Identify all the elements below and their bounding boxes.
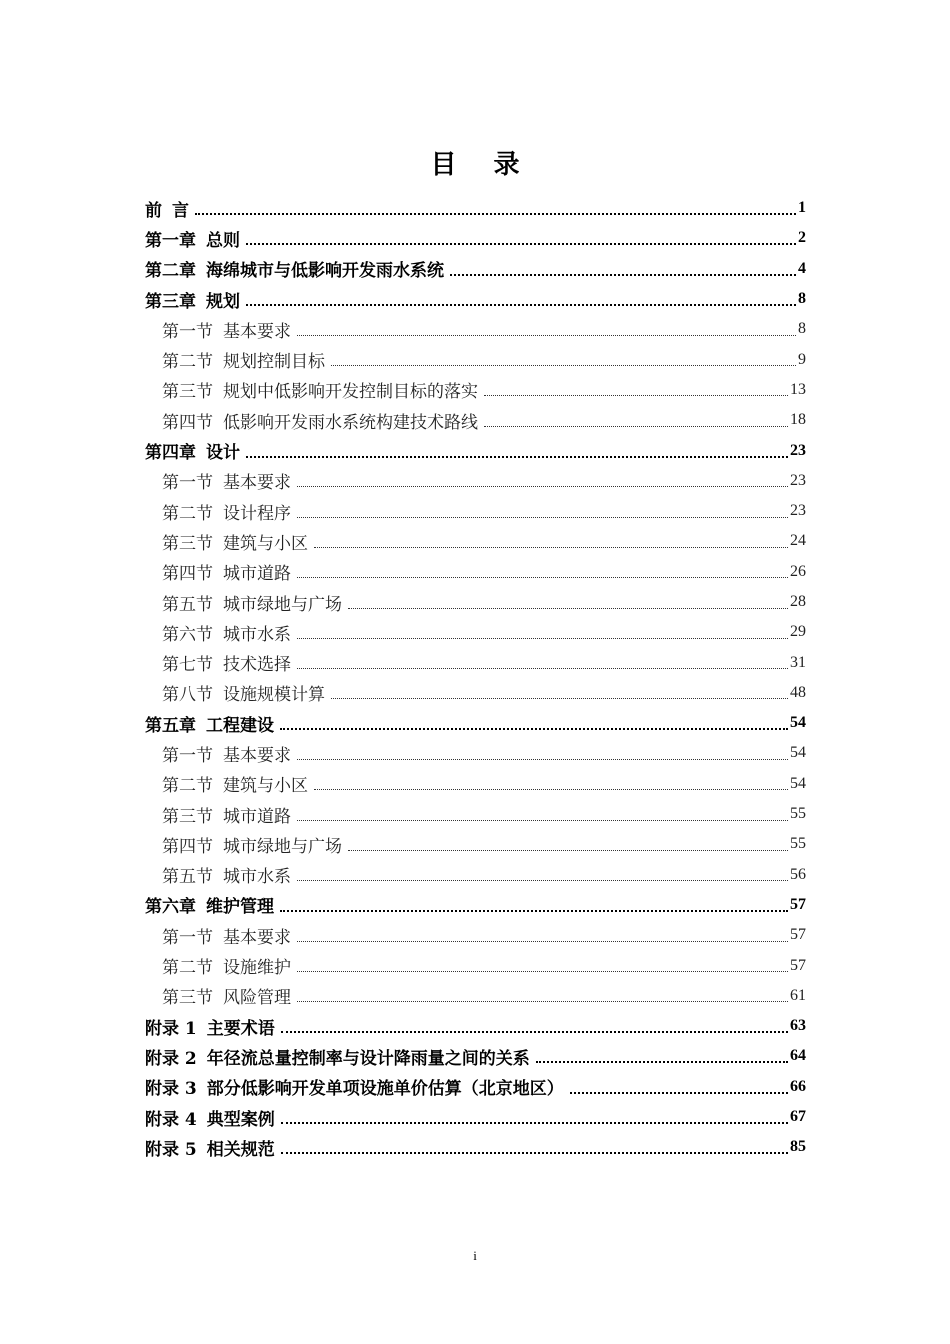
toc-dot-leader (297, 1000, 788, 1002)
toc-chapter-entry[interactable] (145, 1041, 806, 1071)
toc-entry-title: 风险管理 (223, 988, 291, 1009)
toc-section-entry[interactable] (145, 799, 806, 829)
toc-entry-title: 主要术语 (206, 1018, 275, 1039)
toc-entry-title: 建筑与小区 (223, 776, 308, 797)
toc-entry-title: 城市绿地与广场 (223, 836, 342, 857)
page-number: i (473, 1248, 477, 1263)
toc-entry-label (145, 287, 246, 312)
toc-chapter-entry[interactable] (145, 890, 806, 920)
toc-entry-label (162, 408, 484, 433)
toc-entry-label (162, 499, 297, 524)
toc-entry-page: 8 (798, 320, 806, 338)
toc-entry-title: 基本要求 (223, 321, 291, 342)
toc-section-entry[interactable] (145, 405, 806, 435)
toc-entry-number: 第一章 (145, 230, 196, 251)
toc-entry-number: 第二章 (145, 261, 196, 282)
toc-dot-leader (314, 788, 788, 790)
toc-section-entry[interactable] (145, 344, 806, 374)
toc-entry-label (162, 650, 297, 675)
toc-dot-leader (246, 242, 796, 245)
toc-entry-number: 第一节 (162, 473, 213, 494)
toc-entry-title: 规划 (206, 291, 240, 312)
toc-entry-title: 典型案例 (206, 1109, 275, 1130)
toc-entry-page: 54 (790, 714, 806, 732)
toc-entry-title: 城市道路 (223, 806, 291, 827)
toc-dot-leader (297, 485, 788, 487)
toc-dot-leader (297, 970, 788, 972)
toc-entry-title: 海绵城市与低影响开发雨水系统 (206, 261, 444, 282)
toc-entry-page: 54 (790, 744, 806, 762)
toc-entry-title: 总则 (206, 230, 240, 251)
toc-entry-label (162, 680, 331, 705)
toc-chapter-entry[interactable] (145, 1102, 806, 1132)
toc-dot-leader (195, 212, 796, 215)
toc-entry-label (145, 892, 280, 917)
toc-entry-title: 城市水系 (223, 867, 291, 888)
toc-chapter-entry[interactable] (145, 223, 806, 253)
toc-entry-label (162, 377, 484, 402)
toc-entry-number: 附录 1 (145, 1018, 197, 1039)
toc-entry-label (162, 771, 314, 796)
toc-entry-page: 54 (790, 774, 806, 792)
toc-chapter-entry[interactable] (145, 1072, 806, 1102)
toc-entry-label (145, 1074, 570, 1099)
toc-entry-label (145, 226, 246, 251)
toc-chapter-entry[interactable] (145, 1132, 806, 1162)
toc-dot-leader (297, 667, 788, 669)
toc-entry-number: 附录 4 (145, 1109, 197, 1130)
toc-entry-page: 23 (790, 441, 806, 459)
toc-entry-number: 第三节 (162, 988, 213, 1009)
toc-dot-leader (281, 1121, 788, 1124)
toc-dot-leader (297, 879, 788, 881)
toc-dot-leader (297, 940, 788, 942)
toc-entry-label (145, 196, 195, 221)
toc-entry-title: 建筑与小区 (223, 533, 308, 554)
toc-entry-page: 13 (790, 380, 806, 398)
toc-entry-title: 设施维护 (223, 958, 291, 979)
toc-dot-leader (331, 697, 788, 699)
toc-entry-page: 23 (790, 471, 806, 489)
toc-entry-number: 第二节 (162, 958, 213, 979)
toc-dot-leader (450, 273, 796, 276)
toc-entry-label (162, 620, 297, 645)
toc-entry-page: 26 (790, 562, 806, 580)
toc-entry-page: 57 (790, 926, 806, 944)
toc-entry-number: 第八节 (162, 685, 213, 706)
toc-entry-title: 城市绿地与广场 (223, 594, 342, 615)
toc-section-entry[interactable] (145, 981, 806, 1011)
toc-dot-leader (280, 909, 788, 912)
toc-entry-title: 技术选择 (223, 655, 291, 676)
toc-entry-number: 第三节 (162, 533, 213, 554)
toc-entry-label (162, 832, 348, 857)
toc-entry-page: 18 (790, 411, 806, 429)
toc-dot-leader (297, 819, 788, 821)
toc-entry-number: 第四节 (162, 836, 213, 857)
toc-entry-title: 工程建设 (206, 715, 274, 736)
toc-entry-title: 言 (172, 200, 189, 221)
toc-entry-title: 设计程序 (223, 503, 291, 524)
toc-entry-number: 第二节 (162, 776, 213, 797)
toc-entry-page: 55 (790, 805, 806, 823)
toc-dot-leader (484, 425, 788, 427)
toc-entry-label (162, 317, 297, 342)
toc-entry-label (162, 862, 297, 887)
toc-entry-number: 第四章 (145, 443, 196, 464)
toc-entry-page: 9 (798, 350, 806, 368)
toc-dot-leader (297, 758, 788, 760)
toc-entry-label (145, 711, 280, 736)
toc-entry-number: 第六节 (162, 624, 213, 645)
toc-entry-page: 8 (798, 290, 806, 308)
toc-entry-title: 部分低影响开发单项设施单价估算（北京地区） (206, 1079, 564, 1100)
toc-entry-number: 第三章 (145, 291, 196, 312)
toc-section-entry[interactable] (145, 314, 806, 344)
toc-entry-number: 第一节 (162, 745, 213, 766)
toc-entry-label (162, 802, 297, 827)
toc-entry-page: 66 (790, 1077, 806, 1095)
toc-dot-leader (281, 1030, 788, 1033)
toc-section-entry[interactable] (145, 920, 806, 950)
toc-entry-page: 29 (790, 623, 806, 641)
toc-entry-number: 第二节 (162, 503, 213, 524)
toc-dot-leader (348, 849, 788, 851)
toc-section-entry[interactable] (145, 496, 806, 526)
toc-section-entry[interactable] (145, 769, 806, 799)
toc-chapter-entry[interactable] (145, 284, 806, 314)
toc-entry-label (145, 1105, 281, 1130)
toc-chapter-entry[interactable] (145, 708, 806, 738)
toc-entry-label (162, 983, 297, 1008)
toc-dot-leader (297, 334, 796, 336)
toc-entry-label (145, 438, 246, 463)
toc-entry-page: 31 (790, 653, 806, 671)
toc-dot-leader (246, 303, 796, 306)
toc-chapter-entry[interactable] (145, 1011, 806, 1041)
toc-entry-label (162, 741, 297, 766)
toc-entry-number: 第五节 (162, 867, 213, 888)
toc-entry-page: 4 (798, 259, 806, 277)
toc-entry-number: 第二节 (162, 352, 213, 373)
toc-entry-page: 2 (798, 229, 806, 247)
toc-entry-page: 67 (790, 1108, 806, 1126)
toc-entry-number: 前 (145, 200, 162, 221)
toc-entry-title: 规划控制目标 (223, 352, 325, 373)
toc-section-entry[interactable] (145, 860, 806, 890)
toc-section-entry[interactable] (145, 617, 806, 647)
toc-dot-leader (281, 1151, 788, 1154)
toc-section-entry[interactable] (145, 950, 806, 980)
toc-entry-label (145, 1014, 281, 1039)
toc-entry-label (162, 953, 297, 978)
table-of-contents (145, 193, 806, 1163)
toc-entry-title: 年径流总量控制率与设计降雨量之间的关系 (206, 1048, 530, 1069)
toc-entry-title: 基本要求 (223, 927, 291, 948)
toc-entry-label (162, 923, 297, 948)
toc-dot-leader (570, 1091, 788, 1094)
toc-entry-number: 附录 5 (145, 1139, 197, 1160)
toc-entry-number: 第五章 (145, 715, 196, 736)
toc-entry-title: 相关规范 (206, 1139, 275, 1160)
toc-entry-page: 61 (790, 986, 806, 1004)
toc-dot-leader (331, 364, 796, 366)
toc-entry-page: 48 (790, 683, 806, 701)
toc-entry-number: 第三节 (162, 806, 213, 827)
toc-section-entry[interactable] (145, 375, 806, 405)
toc-section-entry[interactable] (145, 738, 806, 768)
toc-entry-title: 基本要求 (223, 745, 291, 766)
toc-entry-label (145, 1044, 536, 1069)
toc-entry-title: 设计 (206, 443, 240, 464)
toc-section-entry[interactable] (145, 647, 806, 677)
toc-entry-label (162, 559, 297, 584)
toc-entry-page: 23 (790, 502, 806, 520)
toc-dot-leader (484, 394, 788, 396)
toc-entry-label (145, 1135, 281, 1160)
toc-entry-number: 第三节 (162, 382, 213, 403)
toc-section-entry[interactable] (145, 466, 806, 496)
toc-entry-page: 57 (790, 956, 806, 974)
toc-entry-label (162, 590, 348, 615)
toc-dot-leader (246, 455, 788, 458)
toc-entry-page: 57 (790, 895, 806, 913)
toc-entry-number: 第一节 (162, 321, 213, 342)
toc-entry-label (162, 347, 331, 372)
toc-entry-title: 低影响开发雨水系统构建技术路线 (223, 412, 478, 433)
toc-entry-title: 城市道路 (223, 564, 291, 585)
toc-entry-page: 63 (790, 1017, 806, 1035)
toc-entry-number: 第五节 (162, 594, 213, 615)
toc-dot-leader (348, 607, 788, 609)
toc-dot-leader (297, 576, 788, 578)
toc-entry-number: 第六章 (145, 897, 196, 918)
toc-dot-leader (536, 1060, 788, 1063)
toc-entry-page: 24 (790, 532, 806, 550)
toc-entry-number: 第四节 (162, 564, 213, 585)
toc-entry-page: 85 (790, 1138, 806, 1156)
toc-entry-title: 设施规模计算 (223, 685, 325, 706)
toc-entry-number: 第四节 (162, 412, 213, 433)
toc-dot-leader (297, 516, 788, 518)
toc-entry-label (162, 468, 297, 493)
toc-entry-title: 规划中低影响开发控制目标的落实 (223, 382, 478, 403)
toc-section-entry[interactable] (145, 829, 806, 859)
toc-section-entry[interactable] (145, 587, 806, 617)
toc-dot-leader (314, 546, 788, 548)
toc-section-entry[interactable] (145, 557, 806, 587)
toc-section-entry[interactable] (145, 678, 806, 708)
toc-dot-leader (297, 637, 788, 639)
toc-entry-number: 附录 2 (145, 1048, 197, 1069)
toc-entry-title: 基本要求 (223, 473, 291, 494)
toc-chapter-entry[interactable] (145, 435, 806, 465)
page-title: 目 录 (430, 150, 534, 180)
toc-entry-label (145, 256, 450, 281)
toc-chapter-entry[interactable] (145, 193, 806, 223)
toc-entry-number: 附录 3 (145, 1079, 197, 1100)
toc-dot-leader (280, 727, 788, 730)
toc-entry-page: 1 (798, 199, 806, 217)
toc-section-entry[interactable] (145, 526, 806, 556)
toc-entry-page: 55 (790, 835, 806, 853)
toc-entry-number: 第一节 (162, 927, 213, 948)
toc-entry-page: 56 (790, 865, 806, 883)
toc-entry-title: 维护管理 (206, 897, 274, 918)
toc-entry-label (162, 529, 314, 554)
toc-entry-page: 28 (790, 593, 806, 610)
toc-entry-page: 64 (790, 1047, 806, 1065)
toc-entry-title: 城市水系 (223, 624, 291, 645)
toc-entry-number: 第七节 (162, 655, 213, 676)
toc-chapter-entry[interactable] (145, 254, 806, 284)
